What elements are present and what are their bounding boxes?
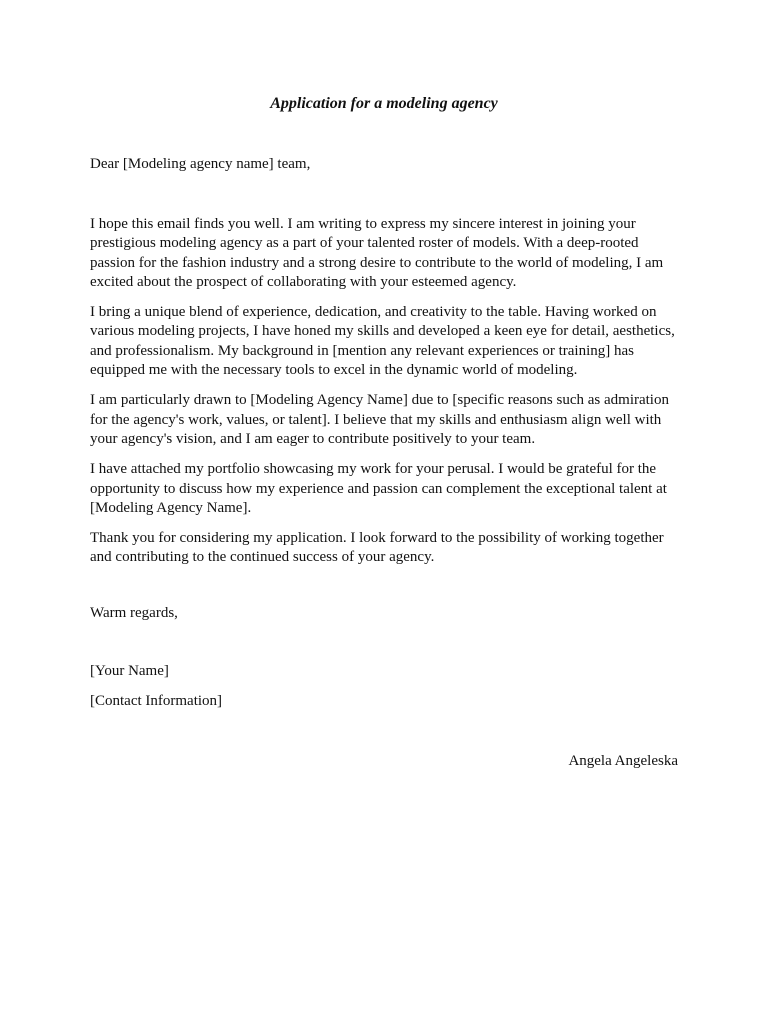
signature-contact: [Contact Information] (90, 693, 223, 709)
paragraph-motivation: I am particularly drawn to [Modeling Agency Name] due to [specific reasons such as admiration for the agency's work, values, or talent]. I believe that my skills and enthusiasm align well with your agency's vision, and I am eager to contribute positively to your team. (90, 392, 669, 447)
author-name: Angela Angeleska (568, 753, 678, 769)
closing: Warm regards, (90, 605, 178, 621)
document-title: Application for a modeling agency (270, 95, 498, 112)
paragraph-experience: I bring a unique blend of experience, dedication, and creativity to the table. Having worked on various modeling projects, I have honed my skills and developed a keen eye for detail, aesthetics, and professionalism. My background in [mention any relevant experiences or training] has equipped me with the necessary tools to excel in the dynamic world of modeling. (90, 304, 675, 379)
signature-name: [Your Name] (90, 663, 169, 679)
letter-body (90, 215, 680, 579)
paragraph-intro: I hope this email finds you well. I am writing to express my sincere interest in joining your prestigious modeling agency as a part of your talented roster of models. With a deep-rooted passion for the fashion industry and a strong desire to contribute to the world of modeling, I am excited about the prospect of collaborating with your esteemed agency. (90, 216, 664, 290)
paragraph-thanks: Thank you for considering my application. I look forward to the possibility of working together and contributing to the continued success of your agency. (90, 530, 664, 566)
paragraph-portfolio: I have attached my portfolio showcasing my work for your perusal. I would be grateful for the opportunity to discuss how my experience and passion can complement the exceptional talent at [Modeling Agency Name]. (90, 461, 667, 516)
salutation: Dear [Modeling agency name] team, (90, 156, 311, 172)
